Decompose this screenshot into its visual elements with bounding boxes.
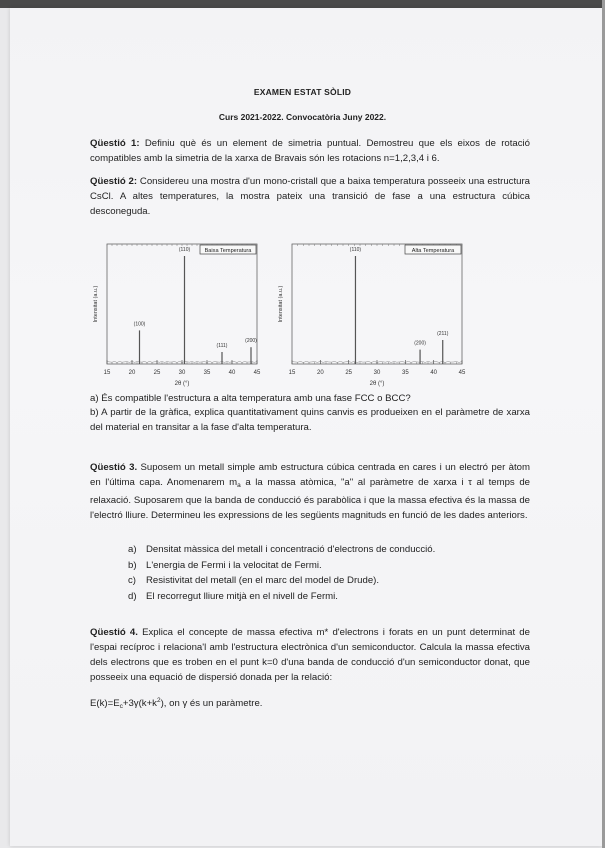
list-item-label: d) [128, 590, 137, 602]
list-item-label: a) [128, 544, 137, 555]
legend-label: Baixa Temperatura [204, 247, 252, 254]
peak-label: (110) [178, 247, 191, 253]
question-3-subscript: a [237, 482, 241, 489]
peak-label: (200) [414, 340, 426, 347]
photo-top-edge [0, 0, 605, 8]
equation-subscript: c [119, 703, 123, 710]
list-item-label: b) [128, 559, 137, 571]
question-1-text: Definiu què és un element de simetria puntual. Demostreu que els eixos de rotació compatibles amb la simetria de la xarxa de Bravais són les rotacions n=1,2,3,4 i 6. [90, 138, 530, 164]
list-item [128, 542, 435, 558]
x-tick-label: 15 [288, 370, 296, 376]
x-tick-label: 25 [345, 370, 353, 376]
question-4-text: Explica el concepte de massa efectiva m* d'electrons i forats en un punt determinat de l'espai recíproc i relaciona'l amb l'estructura electrònica d'un semiconductor. Calcula la massa efectiva dels electrons que es troben en el punt k=0 d'una banda de conducció d'un semiconductor donat, que posseeix una equació de dispersió donada per la relació: [90, 627, 530, 683]
legend-label: Alta Temperatura [411, 247, 455, 254]
list-item-text: El recorregut lliure mitjà en el nivell de Fermi. [146, 590, 338, 602]
x-tick-label: 40 [228, 370, 236, 376]
peak-label: (211) [437, 331, 449, 337]
x-axis-label: 2θ (°) [174, 381, 190, 387]
question-2-text: Considereu una mostra d'un mono-cristall que a baixa temperatura posseeix una estructura CsCl. A altes temperatures, la mostra pateix una transició de fase a una estructura cúbica desconeguda. [90, 176, 530, 217]
list-item-text: Densitat màssica del metall i concentració d'electrons de conducció. [146, 544, 436, 555]
list-item [128, 558, 435, 574]
question-3-list [128, 542, 435, 604]
question-3-text-a: Suposem un metall simple amb estructura cúbica centrada en cares i un electró per àtom en l'última capa. Anomenarem m [90, 462, 530, 488]
question-4-label: Qüestió 4. [90, 627, 138, 638]
xrd-chart-high-temperature [272, 236, 492, 396]
plot-frame [292, 244, 462, 364]
equation-part-b: +3γ(k+k [122, 698, 157, 709]
y-axis-label: Intensitat (a.u.) [278, 285, 284, 323]
exam-subtitle: Curs 2021-2022. Convocatòria Juny 2022. [218, 112, 387, 122]
question-3-label: Qüestió 3. [90, 462, 138, 473]
x-tick-label: 30 [373, 370, 381, 376]
peak-label: (100) [133, 321, 146, 328]
x-tick-label: 35 [203, 370, 211, 376]
x-tick-label: 40 [430, 370, 438, 376]
equation-part-c: ), on γ és un paràmetre. [160, 698, 263, 709]
question-2-part-b: b) A partir de la gràfica, explica quantitativament quins canvis es produeixen en el paràmetre de xarxa del material en transitar a la fase d'alta temperatura. [90, 407, 530, 433]
x-tick-label: 20 [128, 370, 136, 376]
equation-part-a: E(k)=E [90, 698, 120, 709]
list-item [128, 573, 435, 589]
plot-frame [107, 244, 257, 364]
y-axis-label: Intensitat (a.u.) [93, 285, 99, 323]
x-tick-label: 45 [253, 370, 261, 376]
question-1-label: Qüestió 1: [90, 138, 140, 149]
x-tick-label: 45 [458, 370, 466, 376]
x-tick-label: 25 [153, 370, 161, 376]
list-item-label: c) [128, 575, 136, 587]
question-4 [90, 625, 530, 685]
question-2-label: Qüestió 2: [90, 176, 138, 187]
list-item-text: L'energia de Fermi i la velocitat de Fermi. [146, 559, 322, 571]
peak-label: (111) [216, 343, 228, 349]
question-2-part-a: a) És compatible l'estructura a alta temperatura amb una fase FCC o BCC? [90, 393, 411, 404]
exam-title: EXAMEN ESTAT SÒLID [253, 87, 352, 97]
peak-label: (200) [245, 338, 257, 345]
list-item-text: Resistivitat del metall (en el marc del model de Drude). [146, 575, 380, 587]
peak-label: (110) [349, 247, 362, 253]
x-axis-label: 2θ (°) [369, 381, 385, 387]
list-item [128, 589, 435, 605]
x-tick-label: 30 [178, 370, 186, 376]
question-3 [90, 460, 530, 523]
equation-superscript: 2 [156, 697, 161, 704]
question-1 [90, 136, 530, 166]
x-tick-label: 15 [103, 370, 111, 376]
x-tick-label: 20 [316, 370, 324, 376]
x-tick-label: 35 [401, 370, 409, 376]
dispersion-equation [90, 693, 530, 714]
xrd-chart-low-temperature [82, 236, 282, 396]
question-3-text-b: a la massa atòmica, "a" al paràmetre de xarxa i τ al temps de relaxació. Suposarem que la banda de conducció és parabòlica i que la massa efectiva és la massa de l'electró lliure. Determineu les expressions de les següents magnituds en funció de les dades anteriors. [90, 477, 530, 521]
question-2 [90, 174, 530, 219]
